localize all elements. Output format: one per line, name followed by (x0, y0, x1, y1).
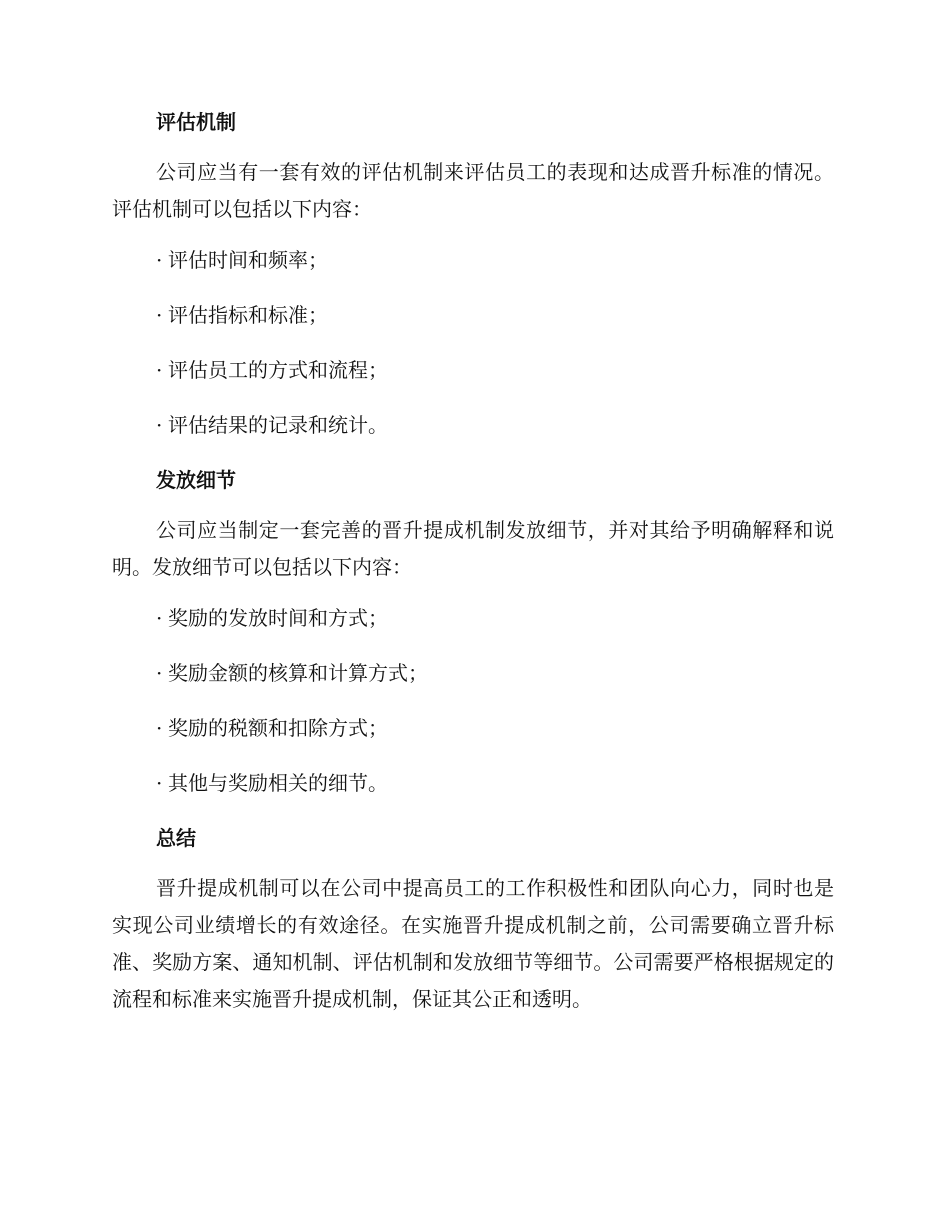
list-item (112, 301, 834, 329)
bullet-icon: · (156, 661, 163, 685)
list-item (112, 769, 834, 797)
list-item-text: 奖励的税额和扣除方式； (168, 716, 388, 740)
bullet-icon: · (156, 716, 163, 740)
list-item-text: 评估员工的方式和流程； (168, 358, 388, 382)
bullet-icon: · (156, 606, 163, 630)
bullet-icon: · (156, 248, 163, 272)
section-evaluation (112, 108, 834, 439)
list-item (112, 356, 834, 384)
list-item (112, 604, 834, 632)
list-item-text: 评估时间和频率； (168, 248, 328, 272)
list-item (112, 411, 834, 439)
section-paragraph: 晋升提成机制可以在公司中提高员工的工作积极性和团队向心力，同时也是实现公司业绩增长的有效途径。在实施晋升提成机制之前，公司需要确立晋升标准、奖励方案、通知机制、评估机制和发放细节等细节。公司需要严格根据规定的流程和标准来实施晋升提成机制，保证其公正和透明。 (112, 876, 834, 1011)
bullet-icon: · (156, 303, 163, 327)
section-distribution (112, 466, 834, 797)
bullet-icon: · (156, 771, 163, 795)
bullet-icon: · (156, 413, 163, 437)
list-item-text: 奖励金额的核算和计算方式； (168, 661, 428, 685)
section-heading: 评估机制 (156, 110, 236, 134)
section-heading: 总结 (156, 826, 196, 850)
bullet-icon: · (156, 358, 163, 382)
list-item (112, 246, 834, 274)
section-summary (112, 824, 834, 1018)
list-item-text: 其他与奖励相关的细节。 (168, 771, 388, 795)
list-item-text: 奖励的发放时间和方式； (168, 606, 388, 630)
list-item (112, 659, 834, 687)
list-item-text: 评估指标和标准； (168, 303, 328, 327)
section-paragraph: 公司应当有一套有效的评估机制来评估员工的表现和达成晋升标准的情况。评估机制可以包括以下内容： (112, 160, 834, 221)
section-heading: 发放细节 (156, 468, 236, 492)
section-paragraph: 公司应当制定一套完善的晋升提成机制发放细节，并对其给予明确解释和说明。发放细节可以包括以下内容： (112, 518, 834, 579)
document-body (112, 108, 834, 1036)
list-item-text: 评估结果的记录和统计。 (168, 413, 388, 437)
list-item (112, 714, 834, 742)
